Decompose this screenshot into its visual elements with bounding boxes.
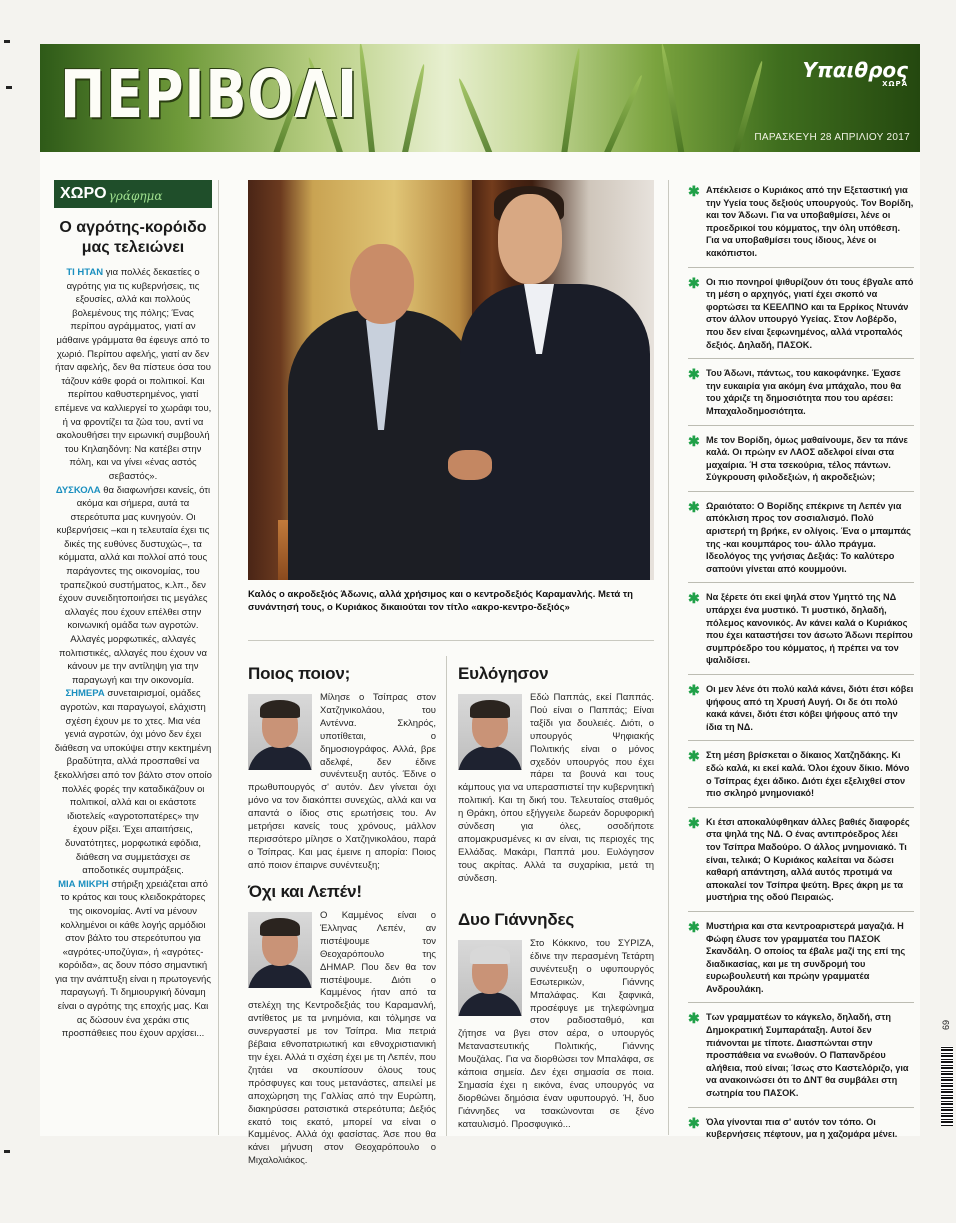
side-note: ✱ Στη μέση βρίσκεται ο δίκαιος Χατζηδάκης. Κι εδώ καλά, κι εκεί καλά. Όλοι έχουν δίκιο. Μόνο ο Τσίπρας έχει άδικο. Διότι έχει εξελιχθεί στον πιο σκληρό μνημονιακό! (688, 749, 914, 807)
side-note: ✱ Του Άδωνι, πάντως, του κακοφάνηκε. Έχασε την ευκαιρία για ακόμη ένα μπάχαλο, που θα του χάριζε τη δημοσιότητα που του αρέσει: Μπαχαλοδημοσιότητα. (688, 367, 914, 425)
paragraph-text: στήριξη χρειάζεται από το κράτος και τους κλειδοκράτορες της οικονομίας. Αντί να μένουν κολλημένοι οι κάθε λογής αρμόδιοι στον βάλτο του στερεότυπου για «αγρότες-υποζύγια», ή «αγρότες-κορόιδα», ας δουν πόσο σημαντική για την ανάπτυξη είναι η πρωτογενής παραγωγή. Τι δημιουργική δύναμη είναι ο αγρότης της εποχής μας. Και ας δώσουν ένα χεράκι στις προσπάθειες που έχουν αρχίσει... (55, 878, 211, 1040)
paragraph-lead: ΔΥΣΚΟΛΑ (55, 484, 101, 496)
column-divider (218, 180, 219, 1135)
article-poios-poion (248, 664, 436, 873)
article-body (458, 938, 654, 1132)
article-body (248, 692, 436, 873)
brand-sub: ΧΩΡΑ (882, 80, 908, 88)
asterisk-icon: ✱ (688, 1114, 700, 1131)
paragraph-text: για πολλές δεκαετίες ο αγρότης για τις κυβερνήσεις, τις εξουσίες, αλλά και πολλούς βολεμένους της πόλης; Ένας περίπου αγράμματος, γιατί αν μάθαινε γράμματα θα έφευγε από το χωριό. Περίπου αφελής, γιατί αν δεν ήταν αφελής, δεν θα πίστευε όσα του τάζουν κάθε φορά οι πολιτικοί. Και περίπου καθυστερημένος, γιατί επέμενε να καλλιεργεί το χωράφι του, ή να φροντίζει τα ζώα του, αντί να ακολουθήσει την ειρωνική συμβουλή του Κηλαηδόνη: Να κατέβει στην πόλη, και να γίνει «ένας αστός σεβαστός». (54, 267, 212, 482)
scan-mark (4, 40, 10, 43)
portrait-photo (248, 694, 312, 770)
asterisk-icon: ✱ (688, 814, 700, 831)
column-divider (668, 180, 669, 1135)
barcode (941, 1046, 953, 1126)
asterisk-icon: ✱ (688, 1010, 700, 1027)
figure-right (460, 284, 650, 580)
article-title: Δυο Γιάννηδες (458, 910, 574, 929)
article-title: Ευλόγησον (458, 664, 549, 683)
asterisk-icon: ✱ (688, 498, 700, 515)
section-banner (40, 44, 920, 152)
column-paragraph (54, 687, 212, 877)
asterisk-icon: ✱ (688, 748, 700, 765)
asterisk-icon: ✱ (688, 274, 700, 291)
side-note: ✱ Οι μεν λένε ότι πολύ καλά κάνει, διότι έτσι κόβει ψήφους από τη Χρυσή Αυγή. Οι δε ότι πολύ κακά κάνει, διότι έτσι κόβει ψήφους από την ίδια τη ΝΔ. (688, 683, 914, 741)
portrait-photo (458, 940, 522, 1016)
side-note: ✱ Με τον Βορίδη, όμως μαθαίνουμε, δεν τα πάνε καλά. Οι πρώην εν ΛΑΟΣ αδελφοί είναι στα μαχαίρια. Ή στα τσεκούρια, τέλος πάντων. Σύγκρουση φιλοδεξιών, ή ακροδεξιών; (688, 434, 914, 492)
column-kicker (54, 180, 212, 208)
asterisk-icon: ✱ (688, 183, 700, 199)
side-note: ✱ Των γραμματέων το κάγκελο, δηλαδή, στη Δημοκρατική Συμπαράταξη. Αυτοί δεν πιάνονται με τίποτε. Διασπώνται στην προσπάθεια να ενωθούν. Ο Παπανδρέου αλήθεια, πού είναι; Ίσως στο Καστελόριζο, για να ανακοινώσει ότι το ΔΝΤ θα συμβάλει στη σωτηρία του ΠΑΣΟΚ. (688, 1011, 914, 1107)
asterisk-icon: ✱ (688, 918, 700, 935)
scan-mark (6, 86, 12, 89)
kicker-light: γράφημα (108, 189, 163, 203)
column-body (54, 266, 212, 1041)
side-note: ✱ Κι έτσι αποκαλύφθηκαν άλλες βαθιές διαφορές στα ψηλά της ΝΔ. Ο ένας αντιπρόεδρος λέει τον Τσίπρα Μαδούρο. Ο άλλος μνημονιακό. Τι είναι, τελικά; Ο Κυριάκος καλείται να δώσει καθαρή απάντηση, αλλά αυτός προτιμά να αποκαλεί τον Τσίπρα ψεύτη. Βρες άκρη με τα μυστήρια της οδού Πειραιώς. (688, 816, 914, 912)
paragraph-text: συνεταιρισμοί, ομάδες αγροτών, και παραγωγοί, ελάχιστη σχέση έχουν με το χτες. Μια νέα γενιά αγροτών, όχι μόνο δεν έχει διάθεση να υποκύψει στην κεκτημένη βραδύτητα, αλλά προσπαθεί να ξεκολλήσει από τον βάλτο στον οποίο πολλές φορές την καταδικάζουν οι πολιτικοί, αλλά και οι εκάστοτε ιδιοτελείς «αγροτοπατέρες» την έχουν ρίξει. Έχει απαιτήσεις, δυνατότητες, μορφωτικά εφόδια, διάθεση να συμμετάσχει σε αποδοτικές συμπράξεις. (54, 688, 212, 877)
paragraph-text: θα διαφωνήσει κανείς, ότι ακόμα και σήμερα, αυτά τα στερεότυπα μας κυνηγούν. Οι κυβερνήσεις –και η τελευταία έχει τις δικές της ευθύνες δυστυχώς–, τα κόμματα, αλλά και πολλοί από τους παράγοντες της οικονομίας, του τραπεζικού συστήματος, κ.λπ., δεν έχουν συνειδητοποιήσει τις μεγάλες αλλαγές που έχουν επέλθει στην κοινωνική ομάδα των αγροτών. Αλλαγές μορφωτικές, αλλαγές πολιτιστικές, αλλαγές που έχουν να κάνουν με την αντίληψη για την παραγωγή και την οικονομία. (56, 484, 211, 686)
article-text: Εδώ Παππάς, εκεί Παππάς. Πού είναι ο Παππάς; Είναι ταξίδι για δουλειές. Διότι, ο υπουργός Ψηφιακής Πολιτικής είναι ο μόνος σχεδόν υπουργός που έχει πάρει τα βουνά και τους κάμπους για να υπερασπιστεί την κυβερνητική πολιτική. Και τη δική του. Τελευταίος σταθμός η Θράκη, όπου εξήγγειλε δωρεάν δορυφορική σύνδεση για όλες, οσοδήποτε απομακρυσμένες κι αν είναι, τις περιοχές της Ελλάδας. Μακάρι, Παππά μου. Ευλόγησον τους ακρίτας. Αλλά τα συχαρίκια, μετά τη σύνδεση. (458, 692, 654, 884)
scan-mark (4, 1150, 10, 1153)
column-divider (446, 656, 447, 1136)
article-text: Ο Καμμένος είναι ο Έλληνας Λεπέν, αν πιστέψουμε τον Θεοχαρόπουλο της ΔΗΜΑΡ. Που δεν θα τον πιστέψουμε. Διότι ο Καμμένος ήταν από τα στελέχη της Κεντροδεξιάς του Καραμανλή, αντίθετος με τα μνημόνια, και τόλμησε να συνεργαστεί με τον Τσίπρα. Μια πετριά βέβαια εθνοπατριωτική και εθνοχριστιανική την έχει. Αλλά τι σχέση έχει με τη Λεπέν, που ζητάει να σκουπίσουν όλους τους πρόσφυγες και τους μετανάστες, απειλεί με αποχώρηση της Γαλλίας από την Ευρώπη, διακηρύσσει ρατσιστικά στερεότυπα; Δεξιός εκατό τοις εκατό, μπορεί να είναι ο Καμμένος. Αλλά όχι φασίστας. Άσε που θα κάνει μήνυση στον Θεοχαρόπουλο ο Μιχαλολιάκος. (248, 910, 436, 1167)
column-paragraph (54, 484, 212, 688)
handshake (448, 450, 492, 480)
asterisk-icon: ✱ (688, 682, 700, 698)
portrait-photo (458, 694, 522, 770)
asterisk-icon: ✱ (688, 432, 700, 449)
paragraph-lead: ΜΙΑ ΜΙΚΡΗ (58, 878, 109, 890)
side-note: ✱ Να ξέρετε ότι εκεί ψηλά στον Υμηττό της ΝΔ υπάρχει ένα μυστικό. Τι μυστικό, δηλαδή, πόλεμος κανονικός. Αν κάνει καλά ο Κυριάκος που έχει καταστήσει τον άσωτο Άδωνι περίπου συμπρόεδρο του κόμματος, ή πρέπει να τον ψαλιδίσει. (688, 591, 914, 675)
asterisk-icon: ✱ (688, 590, 700, 607)
face-left (350, 244, 414, 324)
article-text: Μίλησε ο Τσίπρας στον Χατζηνικολάου, του Αντέννα. Σκληρός, υποτίθεται, ο δημοσιογράφος. Αλλά, βρε αδελφέ, δεν έδινε συνέντευξη αυτός. Έδινε ο πρωθυπουργός σ' αυτόν. Δεν γίνεται όχι μόνο να τον διακόπτει συνεχώς, αλλά και να απαντά ο ίδιος στις ερωτήσεις του. Αν μετρήσει κανείς τους χρόνους, μάλλον περισσότερο μίλησε ο Χατζηνικολάου, παρά ο Τσίπρας. Και μας έμεινε η απορία: Ποιος από ποιον έπαιρνε συνέντευξη; (248, 692, 436, 871)
article-oxi-lepen (248, 882, 436, 1168)
side-note: ✱ Μυστήρια και στα κεντροαριστερά μαγαζιά. Η Φώφη έλυσε τον γραμματέα του ΠΑΣΟΚ Σκανδάλη. Ο οποίος τα έβαλε μαζί της επί της διαδικασίας, και με τη συνδρομή του ευρωβουλευτή και πρώην γραμματέα Ανδρουλάκη. (688, 920, 914, 1004)
column-paragraph (54, 878, 212, 1041)
side-note: ✱ Οι πιο πονηροί ψιθυρίζουν ότι τους έβγαλε από τη μέση ο αρχηγός, γιατί έχει σκοπό να φορτώσει τα ΚΕΕΛΠΝΟ και τα Ερρίκος Ντυνάν στον άλλον υπουργό Υγείας. Στον Λοβέρδο, που δεν είναι ξεφωνημένος, αλλά ντροπαλός δεξιός. Δηλαδή, ΠΑΣΟΚ. (688, 276, 914, 360)
column-paragraph (54, 266, 212, 484)
face-right (498, 194, 562, 284)
article-text: Στο Κόκκινο, του ΣΥΡΙΖΑ, έδινε την περασμένη Τετάρτη συνέντευξη ο υφυπουργός Εσωτερικών, Γιάννης Μπαλάφας. Και ξαφνικά, προσέφυγε με τηλεφώνημα στον ραδιοσταθμό, και ζήτησε να βγει στον αέρα, ο υπουργός Μεταναστευτικής Πολιτικής, Γιάννης Μουζάλας. Για να διορθώσει τον Μπαλάφα, σε κάποια σημεία. Δεν έχει σημασία σε ποια. Σημασία έχει η εικόνα, ένας υπουργός να διορθώνει δημόσια έναν υφυπουργό. Ή, δυο Γιάννηδες να τσακώνονται σε ξένο καταυλισμό. Προσφυγικό... (458, 938, 654, 1130)
main-photo (248, 180, 654, 580)
brand-name: Υπαιθρος (802, 58, 908, 82)
portrait-photo (248, 912, 312, 988)
side-note: ✱ Ωραιότατο: Ο Βορίδης επέκρινε τη Λεπέν για απόκλιση προς τον σοσιαλισμό. Πολύ αριστερή τη βρήκε, εν ολίγοις. Ένα ο μπαμπάς της -και κουμπάρος του- άλλο πράγμα. Ιδεολόγος της γνήσιας Δεξιάς: Το καλύτερο σαπούνι γίνεται από κουμμούνι. (688, 500, 914, 584)
left-column (54, 180, 212, 1041)
paragraph-lead: ΣΗΜΕΡΑ (65, 688, 105, 700)
caption-divider (248, 640, 654, 641)
column-title: Ο αγρότης-κορόιδο μας τελειώνει (59, 219, 207, 256)
side-note: ✱ Απέκλεισε ο Κυριάκος από την Εξεταστική για την Υγεία τους δεξιούς υπουργούς. Τον Βορίδη, και τον Άδωνι. Για να υποβαθμίσει, λένε οι προεδρικοί του κόμματος, την όλη υπόθεση. Για να υποβαθμίσει τους ίδιους, λένε οι κακόπιστοι. (688, 184, 914, 268)
asterisk-icon: ✱ (688, 366, 700, 383)
kicker-bold: ΧΩΡΟ (60, 185, 107, 202)
article-title: Όχι και Λεπέν! (248, 882, 362, 901)
article-title: Ποιος ποιον; (248, 664, 351, 683)
side-notes (688, 184, 914, 1156)
page-number: 69 (941, 1019, 952, 1031)
photo-caption: Καλός ο ακροδεξιός Άδωνις, αλλά χρήσιμος και ο κεντροδεξιός Καραμανλής. Μετά τη συνάντησή τους, ο Κυριάκος δικαιούται τον τίτλο «ακρο-κεντρο-δεξιός» (248, 589, 633, 613)
article-evlogison (458, 664, 654, 886)
brand-logo (803, 58, 909, 88)
issue-date: ΠΑΡΑΣΚΕΥΗ 28 ΑΠΡΙΛΙΟΥ 2017 (754, 132, 910, 143)
article-body (248, 910, 436, 1168)
paragraph-lead: ΤΙ ΗΤΑΝ (66, 267, 104, 278)
section-title: ΠΕΡΙΒΟΛΙ (60, 56, 358, 133)
article-body (458, 692, 654, 886)
article-dyo-giannides (458, 910, 654, 1132)
side-note: ✱ Όλα γίνονται πια σ' αυτόν τον τόπο. Οι κυβερνήσεις πέφτουν, μα η χαζομάρα μένει. (688, 1114, 898, 1140)
